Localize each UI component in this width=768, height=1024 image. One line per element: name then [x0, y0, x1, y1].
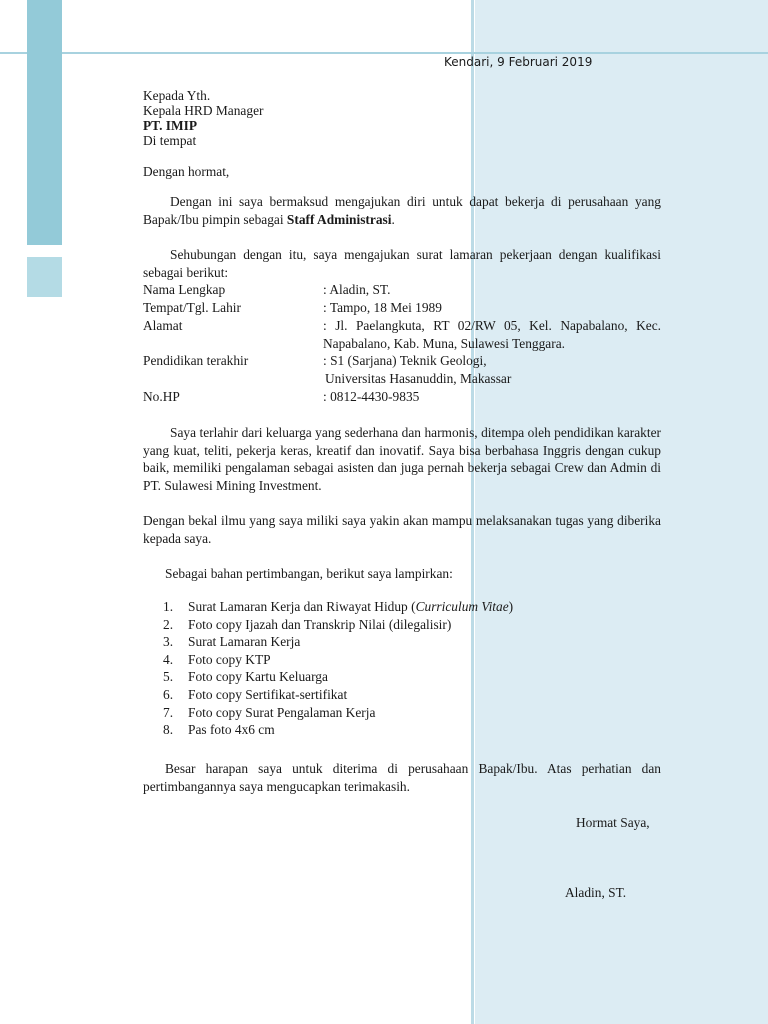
recipient-line-2: Kepala HRD Manager — [143, 103, 264, 118]
phone-label: No.HP — [143, 389, 180, 404]
list-item — [143, 598, 513, 616]
paragraph-intro-text: Dengan ini saya bermaksud mengajukan diri untuk dapat bekerja di perusahaan yang Bapak/Ibu pimpin sebagai — [143, 194, 661, 227]
paragraph-background-text: Saya terlahir dari keluarga yang sederhana dan harmonis, ditempa oleh pendidikan karakter yang kuat, teliti, pekerja keras, kreatif dan inovatif. Saya bisa berbahasa Inggris dengan cukup baik, memiliki pengalaman sebagai asisten dan juga pernah bekerja sebagai Crew dan Admin di PT. Sulawesi Mining Investment. — [143, 425, 661, 493]
list-number: 5. — [163, 669, 174, 685]
signer-name: Aladin, ST. — [565, 885, 627, 900]
list-item-text: Foto copy Sertifikat-sertifikat — [188, 686, 348, 702]
decorative-bar-top — [27, 0, 62, 245]
list-item-italic: Curriculum Vitae — [415, 599, 509, 614]
paragraph-intro-end: . — [391, 211, 395, 227]
sign-off: Hormat Saya, — [576, 815, 650, 830]
attachments-intro: Sebagai bahan pertimbangan, berikut saya lampirkan: — [165, 566, 453, 581]
list-number: 4. — [163, 651, 174, 667]
list-item — [143, 651, 513, 669]
recipient-line-4: Di tempat — [143, 133, 197, 148]
list-item-text: Surat Lamaran Kerja dan Riwayat Hidup ( — [188, 599, 416, 614]
education-value-1: : S1 (Sarjana) Teknik Geologi, — [323, 353, 487, 368]
list-number: 7. — [163, 704, 174, 720]
list-number: 1. — [163, 599, 174, 614]
recipient-line-1: Kepada Yth. — [143, 88, 211, 103]
list-item-text: Foto copy KTP — [188, 651, 271, 667]
closing-paragraph-text: Besar harapan saya untuk diterima di perusahaan Bapak/Ibu. Atas perhatian dan pertimbangannya saya mengucapkan terimakasih. — [143, 761, 661, 794]
list-item — [143, 686, 513, 704]
paragraph-intro — [143, 193, 661, 228]
list-item — [143, 704, 513, 722]
education-value-2: Universitas Hasanuddin, Makassar — [325, 371, 512, 386]
applied-position: Staff Administrasi — [286, 211, 392, 227]
paragraph-qualifications — [143, 246, 661, 281]
closing-paragraph — [143, 760, 661, 795]
attachments-list — [143, 598, 513, 739]
list-number: 3. — [163, 634, 174, 650]
address-value: : Jl. Paelangkuta, RT 02/RW 05, Kel. Napabalano, Kec. Napabalano, Kab. Muna, Sulawesi Tenggara. — [323, 318, 661, 351]
greeting: Dengan hormat, — [143, 164, 230, 179]
list-item-end: ) — [508, 599, 514, 614]
list-item-text: Foto copy Surat Pengalaman Kerja — [188, 704, 376, 720]
list-item — [143, 721, 513, 739]
paragraph-capability: Dengan bekal ilmu yang saya miliki saya yakin akan mampu melaksanakan tugas yang diberika kepada saya. — [143, 513, 661, 546]
birth-value: : Tampo, 18 Mei 1989 — [323, 300, 442, 315]
list-item — [143, 633, 513, 651]
list-number: 8. — [163, 722, 174, 738]
paragraph-qualifications-text: Sehubungan dengan itu, saya mengajukan surat lamaran pekerjaan dengan kualifikasi sebagai berikut: — [143, 247, 661, 280]
list-number: 2. — [163, 616, 174, 632]
phone-value: : 0812-4430-9835 — [323, 389, 420, 404]
name-label: Nama Lengkap — [143, 282, 226, 297]
address-label: Alamat — [143, 318, 183, 333]
birth-label: Tempat/Tgl. Lahir — [143, 300, 241, 315]
list-item-text: Foto copy Ijazah dan Transkrip Nilai (dilegalisir) — [188, 616, 452, 632]
list-item — [143, 668, 513, 686]
header-rule — [0, 52, 768, 54]
list-item-text: Foto copy Kartu Keluarga — [188, 669, 328, 685]
education-label: Pendidikan terakhir — [143, 353, 249, 368]
paragraph-background — [143, 424, 661, 494]
list-item — [143, 616, 513, 634]
list-item-text: Pas foto 4x6 cm — [188, 722, 275, 738]
letter-date: Kendari, 9 Februari 2019 — [444, 55, 593, 69]
decorative-bar-small — [27, 257, 62, 297]
recipient-company: PT. IMIP — [143, 118, 198, 133]
list-number: 6. — [163, 686, 174, 702]
list-item-text: Surat Lamaran Kerja — [188, 634, 301, 650]
name-value: : Aladin, ST. — [323, 282, 391, 297]
